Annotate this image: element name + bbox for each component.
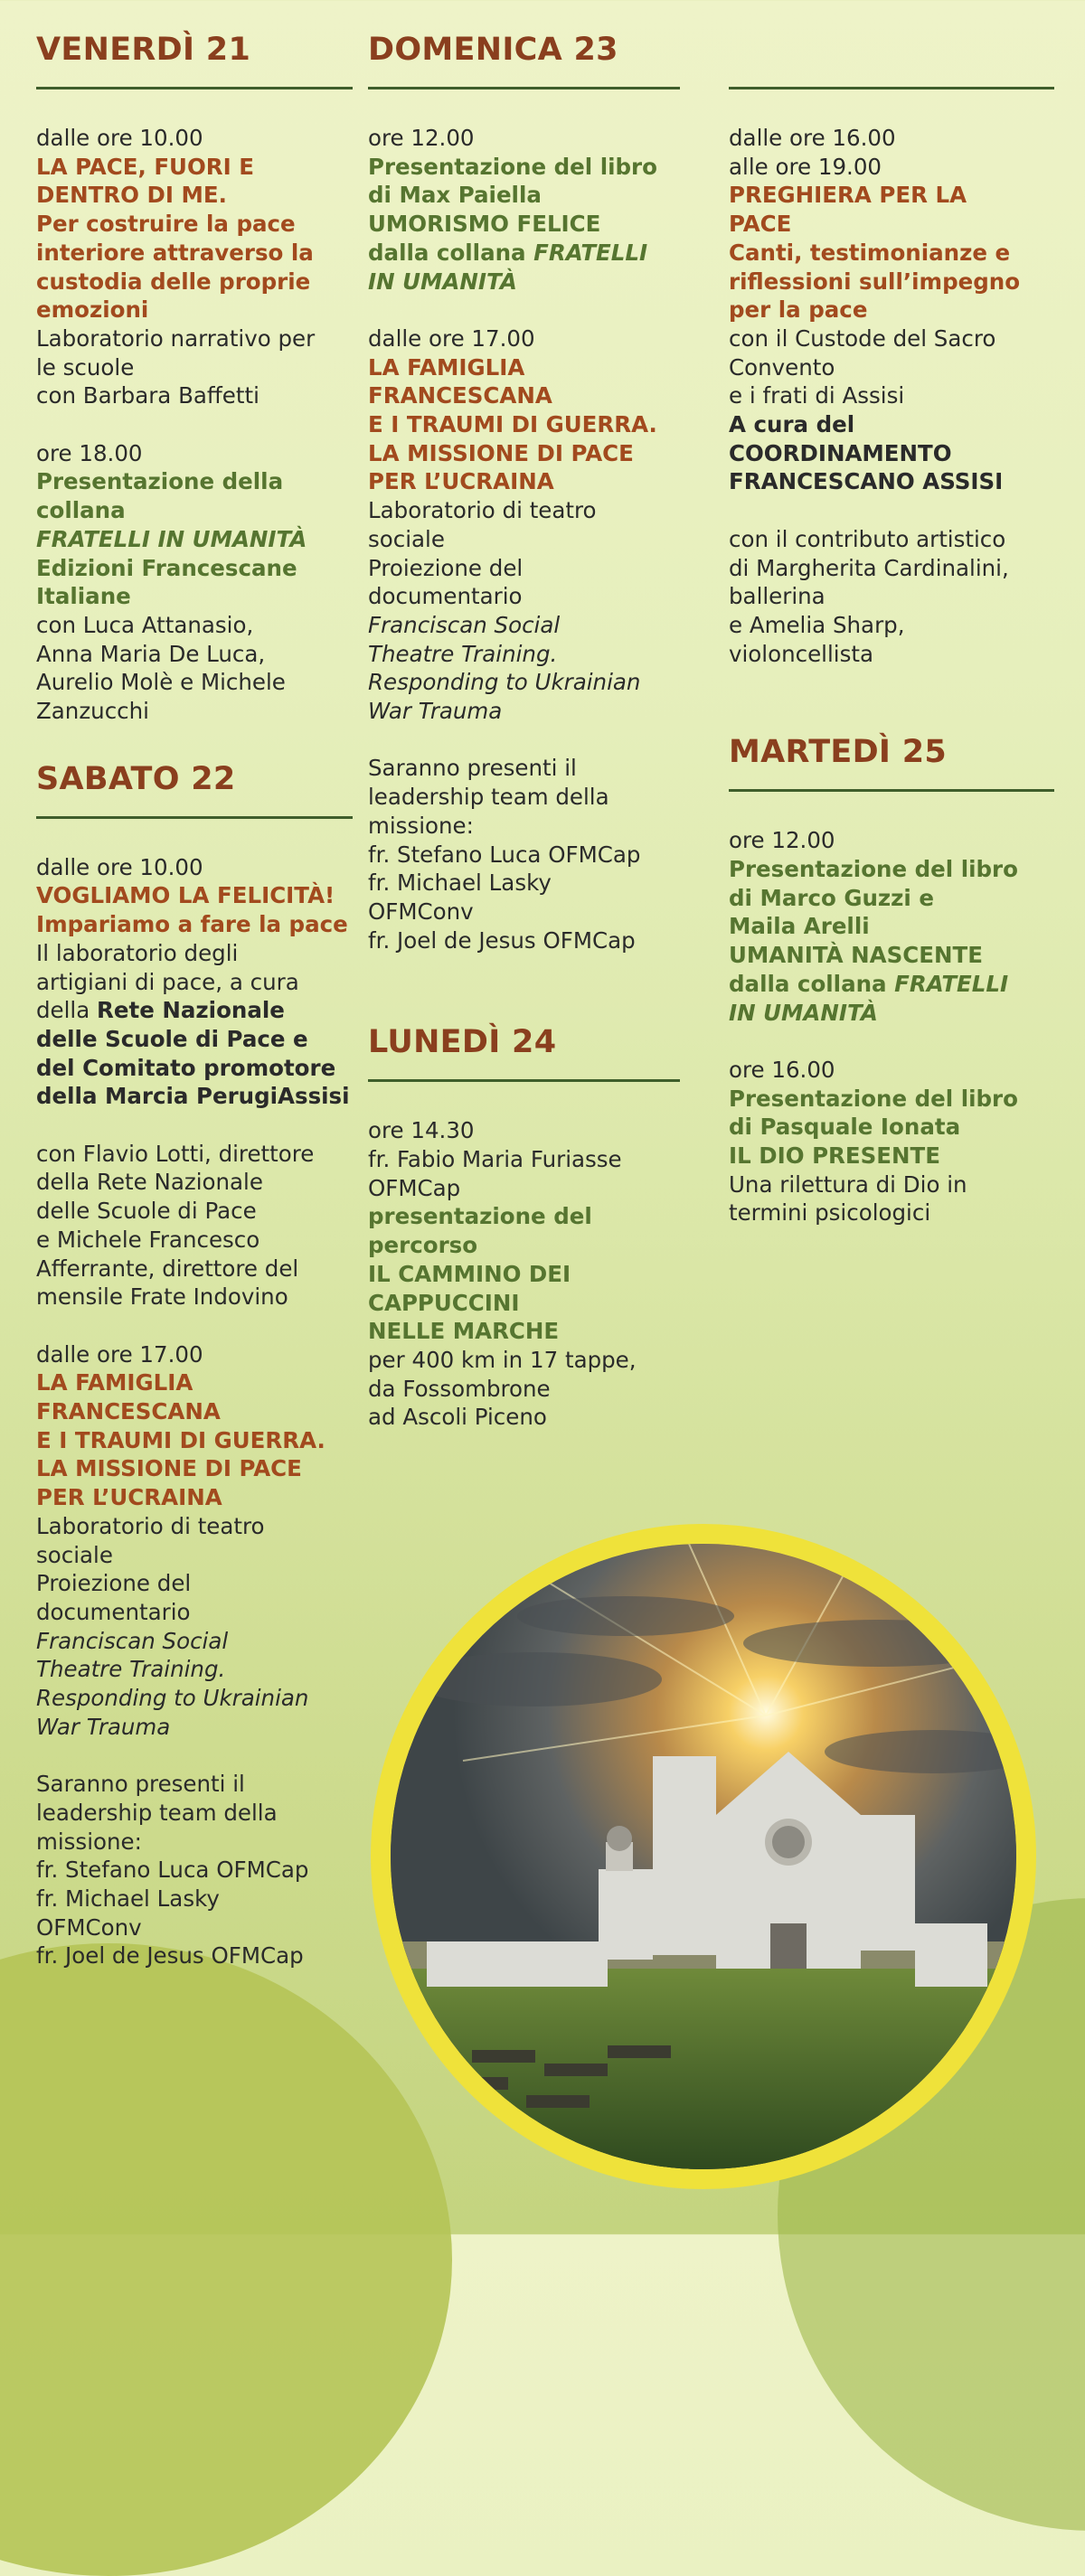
day-heading: VENERDÌ 21 bbox=[36, 32, 251, 68]
event-line: Presentazione del libro bbox=[729, 856, 1018, 883]
event-line: UMORISMO FELICE bbox=[368, 211, 601, 238]
event-line: LA MISSIONE DI PACE bbox=[36, 1455, 302, 1482]
event-line: Responding to Ukrainian bbox=[36, 1685, 309, 1712]
event-line: documentario bbox=[368, 583, 523, 610]
event-line: PREGHIERA PER LA bbox=[729, 182, 967, 209]
event-line: alle ore 19.00 bbox=[729, 153, 882, 180]
event-line: LA FAMIGLIA bbox=[36, 1369, 193, 1396]
day-heading: DOMENICA 23 bbox=[368, 32, 618, 68]
event-line: Presentazione del libro bbox=[368, 153, 657, 180]
event-line: Responding to Ukrainian bbox=[368, 669, 641, 696]
event-line: PER L’UCRAINA bbox=[36, 1484, 222, 1511]
event-line: Laboratorio di teatro bbox=[368, 497, 597, 524]
event-line: VOGLIAMO LA FELICITÀ! bbox=[36, 882, 335, 909]
event-line: Presentazione della bbox=[36, 468, 284, 495]
event-line: ore 18.00 bbox=[36, 439, 143, 466]
event-block bbox=[729, 124, 1054, 496]
event-line: con Luca Attanasio, bbox=[36, 611, 254, 638]
event-line: per la pace bbox=[729, 296, 868, 324]
event-line: con il contributo artistico bbox=[729, 525, 1006, 552]
background-shape-left bbox=[0, 1943, 452, 2576]
event-line: ballerina bbox=[729, 583, 826, 610]
event-block bbox=[36, 1770, 353, 1970]
event-line: missione: bbox=[368, 812, 474, 839]
event-line: delle Scuole di Pace bbox=[36, 1198, 257, 1225]
heading-rule bbox=[729, 789, 1054, 792]
column-3 bbox=[729, 25, 1054, 1227]
event-line: termini psicologici bbox=[729, 1199, 931, 1227]
event-line: dalle ore 17.00 bbox=[36, 1340, 203, 1368]
event-line: Presentazione del libro bbox=[729, 1085, 1018, 1112]
event-line: dalle ore 10.00 bbox=[36, 853, 203, 880]
event-line: di Max Paiella bbox=[368, 182, 542, 209]
event-line: Laboratorio di teatro bbox=[36, 1512, 265, 1539]
event-block bbox=[368, 1116, 680, 1432]
event-line: PER L’UCRAINA bbox=[368, 468, 554, 495]
event-line: dalle ore 17.00 bbox=[368, 324, 535, 352]
heading-rule bbox=[368, 1079, 680, 1082]
event-line: della Rete Nazionale bbox=[36, 1169, 263, 1196]
event-line: IL DIO PRESENTE bbox=[729, 1142, 940, 1170]
day-section bbox=[368, 1018, 680, 1432]
event-line: e Amelia Sharp, bbox=[729, 611, 905, 638]
day-heading bbox=[729, 25, 1054, 74]
event-line: emozioni bbox=[36, 296, 149, 324]
event-line: riflessioni sull’impegno bbox=[729, 268, 1021, 295]
event-line: Laboratorio narrativo per bbox=[36, 324, 316, 352]
event-line: Canti, testimonianze e bbox=[729, 239, 1011, 266]
event-line: Theatre Training. bbox=[36, 1656, 226, 1683]
event-line: delle Scuole di Pace e bbox=[36, 1025, 308, 1052]
event-line: Franciscan Social bbox=[36, 1627, 229, 1654]
event-line: da Fossombrone bbox=[368, 1375, 551, 1402]
column-1 bbox=[36, 25, 353, 1970]
event-line: ore 12.00 bbox=[368, 125, 475, 151]
event-line: della Marcia PerugiAssisi bbox=[36, 1083, 350, 1110]
heading-rule bbox=[36, 87, 353, 89]
event-line: dalle ore 16.00 bbox=[729, 125, 896, 151]
event-line: leadership team della bbox=[368, 784, 609, 811]
event-line: Saranno presenti il bbox=[36, 1771, 245, 1798]
event-line: COORDINAMENTO bbox=[729, 439, 952, 466]
event-block bbox=[36, 124, 353, 410]
event-line: Edizioni Francescane bbox=[36, 554, 297, 581]
event-line: NELLE MARCHE bbox=[368, 1318, 560, 1345]
event-line: OFMCap bbox=[368, 1174, 461, 1201]
event-line: dalla collana FRATELLI bbox=[368, 239, 648, 266]
event-line: leadership team della bbox=[36, 1799, 278, 1826]
event-line: FRANCESCANA bbox=[36, 1398, 221, 1425]
event-block bbox=[36, 439, 353, 726]
event-block bbox=[368, 124, 680, 296]
event-line: presentazione del bbox=[368, 1203, 592, 1230]
event-block bbox=[36, 853, 353, 1111]
event-line: fr. Michael Lasky bbox=[368, 870, 552, 897]
event-line: Aurelio Molè e Michele bbox=[36, 669, 286, 696]
event-line: Proiezione del bbox=[36, 1570, 192, 1597]
event-block bbox=[36, 1140, 353, 1312]
event-block bbox=[729, 1056, 1054, 1227]
event-line: le scuole bbox=[36, 353, 135, 381]
day-section bbox=[729, 728, 1054, 1227]
event-line: CAPPUCCINI bbox=[368, 1289, 520, 1316]
event-line: Saranno presenti il bbox=[368, 755, 577, 782]
event-line: della Rete Nazionale bbox=[36, 997, 285, 1024]
event-line: di Marco Guzzi e bbox=[729, 884, 934, 911]
event-line: sociale bbox=[368, 525, 445, 552]
event-line: dalle ore 10.00 bbox=[36, 125, 203, 151]
event-line: e i frati di Assisi bbox=[729, 382, 905, 409]
event-line: fr. Joel de Jesus OFMCap bbox=[368, 926, 636, 954]
event-line: OFMConv bbox=[368, 898, 474, 925]
event-line: del Comitato promotore bbox=[36, 1054, 336, 1081]
event-line: e Michele Francesco bbox=[36, 1226, 260, 1253]
event-line: LA PACE, FUORI E bbox=[36, 153, 255, 180]
day-heading: LUNEDÌ 24 bbox=[368, 1024, 557, 1061]
event-line: fr. Stefano Luca OFMCap bbox=[36, 1857, 309, 1884]
event-line: Italiane bbox=[36, 583, 131, 610]
event-line: con Flavio Lotti, direttore bbox=[36, 1140, 315, 1167]
event-block bbox=[729, 525, 1054, 669]
event-line: Maila Arelli bbox=[729, 913, 870, 940]
event-line: FRATELLI IN UMANITÀ bbox=[36, 525, 307, 552]
day-section bbox=[729, 25, 1054, 668]
event-line: War Trauma bbox=[368, 698, 503, 725]
day-heading: MARTEDÌ 25 bbox=[729, 734, 948, 771]
event-line: ad Ascoli Piceno bbox=[368, 1404, 547, 1431]
day-section bbox=[368, 25, 680, 954]
event-line: UMANITÀ NASCENTE bbox=[729, 942, 983, 969]
event-line: FRANCESCANO ASSISI bbox=[729, 468, 1004, 495]
event-line: fr. Fabio Maria Furiasse bbox=[368, 1146, 622, 1173]
event-line: Il laboratorio degli bbox=[36, 939, 239, 966]
event-line: Per costruire la pace bbox=[36, 211, 296, 238]
event-line: di Pasquale Ionata bbox=[729, 1114, 961, 1141]
event-line: IL CAMMINO DEI bbox=[368, 1260, 571, 1287]
event-line: Franciscan Social bbox=[368, 611, 561, 638]
event-line: DENTRO DI ME. bbox=[36, 182, 227, 209]
event-line: ore 12.00 bbox=[729, 827, 835, 854]
event-line: A cura del bbox=[729, 411, 855, 438]
event-line: PACE bbox=[729, 211, 792, 238]
event-line: Proiezione del bbox=[368, 554, 524, 581]
heading-rule bbox=[729, 87, 1054, 89]
event-block bbox=[368, 754, 680, 954]
event-block bbox=[368, 324, 680, 726]
event-line: violoncellista bbox=[729, 640, 873, 667]
event-line: dalla collana FRATELLI bbox=[729, 970, 1009, 997]
event-line: con Barbara Baffetti bbox=[36, 382, 259, 409]
event-line: OFMConv bbox=[36, 1913, 142, 1941]
event-line: Theatre Training. bbox=[368, 640, 558, 667]
event-line: fr. Stefano Luca OFMCap bbox=[368, 841, 641, 868]
event-line: sociale bbox=[36, 1541, 113, 1568]
column-2 bbox=[368, 25, 680, 1432]
event-line: LA FAMIGLIA bbox=[368, 353, 525, 381]
event-line: fr. Michael Lasky bbox=[36, 1885, 220, 1913]
event-line: percorso bbox=[368, 1232, 478, 1259]
event-line: interiore attraverso la bbox=[36, 239, 314, 266]
event-line: custodia delle proprie bbox=[36, 268, 311, 295]
event-line: Una rilettura di Dio in bbox=[729, 1170, 967, 1198]
event-line: collana bbox=[36, 497, 126, 524]
event-line: Afferrante, direttore del bbox=[36, 1255, 299, 1282]
event-line: ore 16.00 bbox=[729, 1056, 835, 1083]
heading-rule bbox=[36, 816, 353, 819]
day-section bbox=[36, 755, 353, 1970]
basilica-photo bbox=[391, 1544, 1016, 2169]
day-heading: SABATO 22 bbox=[36, 760, 236, 797]
event-block bbox=[36, 1340, 353, 1742]
event-line: con il Custode del Sacro bbox=[729, 324, 996, 352]
event-line: documentario bbox=[36, 1599, 191, 1625]
heading-rule bbox=[368, 87, 680, 89]
event-line: Zanzucchi bbox=[36, 698, 149, 725]
day-section bbox=[36, 25, 353, 726]
event-line: E I TRAUMI DI GUERRA. bbox=[368, 411, 657, 438]
event-line: fr. Joel de Jesus OFMCap bbox=[36, 1942, 304, 1970]
event-line: E I TRAUMI DI GUERRA. bbox=[36, 1426, 326, 1453]
event-line: IN UMANITÀ bbox=[368, 268, 517, 295]
event-line: LA MISSIONE DI PACE bbox=[368, 439, 634, 466]
event-line: mensile Frate Indovino bbox=[36, 1283, 288, 1311]
event-line: ore 14.30 bbox=[368, 1117, 475, 1144]
event-line: missione: bbox=[36, 1828, 142, 1855]
event-line: per 400 km in 17 tappe, bbox=[368, 1346, 637, 1373]
event-line: IN UMANITÀ bbox=[729, 999, 878, 1026]
event-line: FRANCESCANA bbox=[368, 382, 552, 409]
event-line: Impariamo a fare la pace bbox=[36, 911, 348, 938]
event-line: Anna Maria De Luca, bbox=[36, 640, 266, 667]
event-line: War Trauma bbox=[36, 1713, 171, 1740]
event-block bbox=[729, 826, 1054, 1027]
event-line: di Margherita Cardinalini, bbox=[729, 554, 1009, 581]
event-line: artigiani di pace, a cura bbox=[36, 968, 299, 995]
event-line: Convento bbox=[729, 353, 835, 381]
